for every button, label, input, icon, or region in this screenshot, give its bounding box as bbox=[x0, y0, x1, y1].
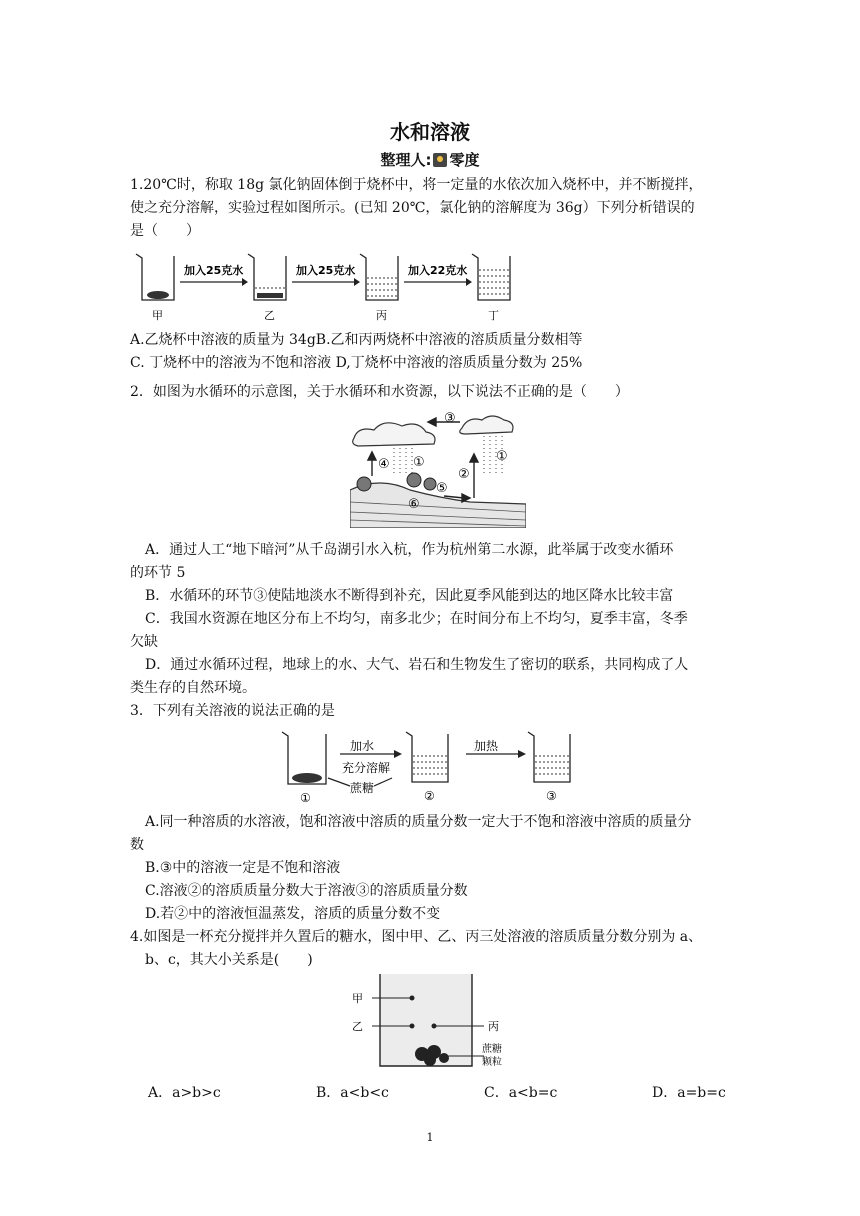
beaker-ding bbox=[472, 254, 510, 300]
label-bing: 丙 bbox=[376, 309, 387, 322]
step3-label: 加入22克水 bbox=[408, 264, 468, 277]
marker-4: ④ bbox=[378, 457, 390, 472]
add-water-label: 加水 bbox=[350, 739, 375, 753]
sugar-label: 蔗糖 bbox=[350, 781, 375, 795]
q1-stem-line3: 是（ ） bbox=[130, 223, 200, 239]
heat-label: 加热 bbox=[474, 739, 499, 753]
point-bing-label: 丙 bbox=[488, 1020, 499, 1033]
q3-stem: 3．下列有关溶液的说法正确的是 bbox=[130, 703, 335, 719]
sugar-label-1: 蔗糖 bbox=[482, 1044, 502, 1055]
sugar-water-figure bbox=[350, 970, 510, 1070]
page-number: 1 bbox=[426, 1131, 434, 1144]
q4-stem-line2: b、c，其大小关系是( ) bbox=[145, 952, 313, 968]
q4-option-c: C．a<b=c bbox=[484, 1085, 558, 1101]
marker-1-left: ① bbox=[413, 455, 425, 470]
dissolve-label: 充分溶解 bbox=[342, 761, 391, 775]
water-cycle-figure bbox=[350, 406, 526, 528]
compiler-line bbox=[0, 149, 860, 170]
q1-beaker-figure bbox=[128, 248, 548, 328]
point-yi-label: 乙 bbox=[352, 1020, 363, 1033]
cloud-right bbox=[460, 416, 513, 434]
label-ding: 丁 bbox=[488, 309, 499, 322]
q4-option-d: D．a=b=c bbox=[652, 1085, 726, 1101]
avatar-icon bbox=[433, 153, 447, 167]
q1-options-ab: A.乙烧杯中溶液的质量为 34gB.乙和丙两烧杯中溶液的溶质质量分数相等 bbox=[130, 332, 583, 348]
step2-label: 加入25克水 bbox=[296, 264, 356, 277]
q2-option-b: B．水循环的环节③使陆地淡水不断得到补充，因此夏季风能到达的地区降水比较丰富 bbox=[145, 588, 674, 604]
label-jia: 甲 bbox=[152, 309, 163, 322]
step1-label: 加入25克水 bbox=[184, 264, 244, 277]
marker-3: ③ bbox=[444, 411, 456, 426]
q4-stem-line1: 4.如图是一杯充分搅拌并久置后的糖水，图中甲、乙、丙三处溶液的溶质质量分数分别为 a、 bbox=[130, 929, 703, 945]
circle-1: ① bbox=[300, 791, 311, 805]
q3-option-a-line1: A.同一种溶质的水溶液，饱和溶液中溶质的质量分数一定大于不饱和溶液中溶质的质量分 bbox=[145, 814, 692, 830]
q2-option-d-line2: 类生存的自然环境。 bbox=[130, 680, 256, 696]
q3-option-d: D.若②中的溶液恒温蒸发，溶质的质量分数不变 bbox=[145, 906, 441, 922]
q1-options-cd: C. 丁烧杯中的溶液为不饱和溶液 D,丁烧杯中溶液的溶质质量分数为 25% bbox=[130, 355, 583, 371]
marker-5: ⑤ bbox=[436, 481, 448, 496]
q2-option-c-line2: 欠缺 bbox=[130, 634, 158, 650]
q2-option-d-line1: D．通过水循环过程，地球上的水、大气、岩石和生物发生了密切的联系，共同构成了人 bbox=[145, 657, 689, 673]
sugar-label-2: 颗粒 bbox=[482, 1057, 502, 1068]
circle-3: ③ bbox=[546, 789, 557, 803]
q3-option-a-line2: 数 bbox=[130, 837, 144, 853]
q2-option-a-line2: 的环节 5 bbox=[130, 565, 186, 581]
q2-option-a-line1: A．通过人工“地下暗河”从千岛湖引水入杭，作为杭州第二水源，此举属于改变水循环 bbox=[145, 542, 674, 558]
q1-stem-line1: 1.20℃时，称取 18g 氯化钠固体倒于烧杯中，将一定量的水依次加入烧杯中，并不断搅拌， bbox=[130, 177, 703, 193]
document-title: 水和溶液 bbox=[390, 120, 470, 144]
q4-option-a: A．a>b>c bbox=[148, 1085, 221, 1101]
q2-option-c-line1: C．我国水资源在地区分布上不均匀，南多北少；在时间分布上不均匀，夏季丰富，冬季 bbox=[145, 611, 688, 627]
q2-stem: 2．如图为水循环的示意图，关于水循环和水资源，以下说法不正确的是（ ） bbox=[130, 384, 629, 400]
compiler-name: 零度 bbox=[449, 151, 480, 169]
q4-option-b: B．a<b<c bbox=[316, 1085, 389, 1101]
q3-option-c: C.溶液②的溶质质量分数大于溶液③的溶质质量分数 bbox=[145, 883, 468, 899]
circle-2: ② bbox=[424, 789, 435, 803]
point-jia-label: 甲 bbox=[352, 992, 363, 1005]
label-yi: 乙 bbox=[264, 309, 275, 322]
marker-6: ⑥ bbox=[408, 497, 420, 512]
q1-stem-line2: 使之充分溶解，实验过程如图所示。(已知 20℃，氯化钠的溶解度为 36g）下列分析错误的 bbox=[130, 200, 695, 216]
beaker-bing bbox=[360, 254, 398, 300]
cloud-left bbox=[353, 423, 435, 446]
marker-2: ② bbox=[458, 467, 470, 482]
compiler-label: 整理人: bbox=[380, 151, 432, 169]
q3-beaker-figure bbox=[278, 726, 578, 806]
marker-1: ① bbox=[496, 449, 508, 464]
q3-option-b: B.③中的溶液一定是不饱和溶液 bbox=[145, 860, 341, 876]
